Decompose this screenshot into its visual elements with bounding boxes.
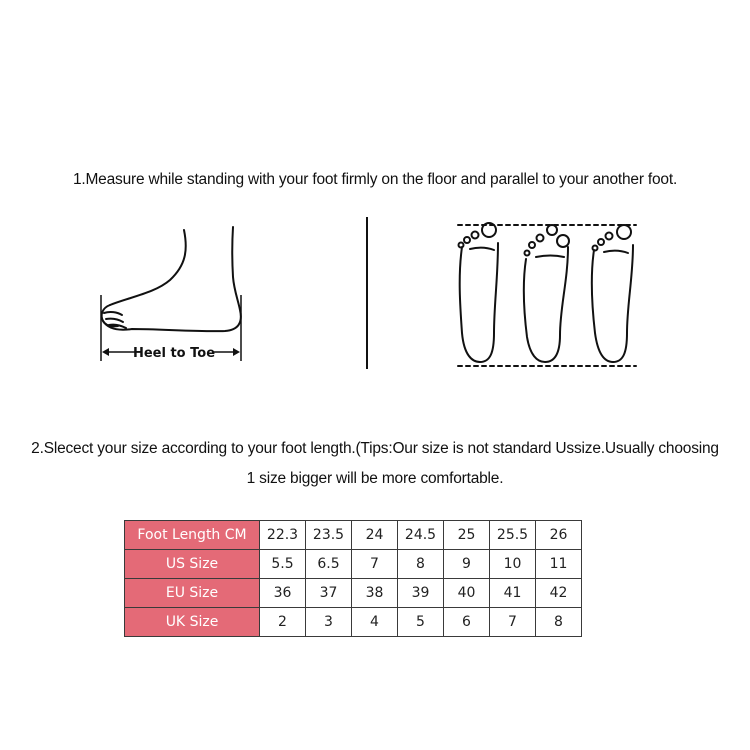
table-row-foot-length <box>125 521 582 550</box>
table-cell: 10 <box>490 550 536 579</box>
table-cell: 42 <box>536 579 582 608</box>
table-cell: 4 <box>352 608 398 637</box>
table-cell: 8 <box>398 550 444 579</box>
step1-instruction: 1.Measure while standing with your foot firmly on the floor and parallel to your another foot. <box>72 171 678 188</box>
table-cell: 9 <box>444 550 490 579</box>
measurement-illustration <box>0 205 750 385</box>
table-cell: 24.5 <box>398 521 444 550</box>
table-cell: 38 <box>352 579 398 608</box>
row-header: UK Size <box>125 608 260 637</box>
size-chart-table <box>124 520 582 637</box>
step2-line2: 1 size bigger will be more comfortable. <box>246 470 504 487</box>
row-header: US Size <box>125 550 260 579</box>
table-cell: 25 <box>444 521 490 550</box>
table-cell: 37 <box>306 579 352 608</box>
table-cell: 5 <box>398 608 444 637</box>
three-footprints-icon <box>458 223 636 366</box>
table-cell: 6 <box>444 608 490 637</box>
table-cell: 36 <box>260 579 306 608</box>
table-cell: 39 <box>398 579 444 608</box>
table-cell: 8 <box>536 608 582 637</box>
table-cell: 24 <box>352 521 398 550</box>
table-cell: 25.5 <box>490 521 536 550</box>
table-cell: 2 <box>260 608 306 637</box>
table-cell: 7 <box>490 608 536 637</box>
heel-to-toe-label: Heel to Toe <box>132 346 216 361</box>
foot-side-view-icon <box>102 227 241 331</box>
table-row-uk-size <box>125 608 582 637</box>
table-cell: 41 <box>490 579 536 608</box>
table-cell: 6.5 <box>306 550 352 579</box>
row-header: EU Size <box>125 579 260 608</box>
table-cell: 23.5 <box>306 521 352 550</box>
table-cell: 5.5 <box>260 550 306 579</box>
table-cell: 40 <box>444 579 490 608</box>
table-cell: 11 <box>536 550 582 579</box>
table-cell: 7 <box>352 550 398 579</box>
table-cell: 22.3 <box>260 521 306 550</box>
step2-line1: 2.Slecect your size according to your foot length.(Tips:Our size is not standard Ussize.Usually choosing <box>31 440 719 457</box>
row-header: Foot Length CM <box>125 521 260 550</box>
step2-instruction <box>0 434 750 494</box>
table-cell: 3 <box>306 608 352 637</box>
table-row-us-size <box>125 550 582 579</box>
table-cell: 26 <box>536 521 582 550</box>
table-row-eu-size <box>125 579 582 608</box>
